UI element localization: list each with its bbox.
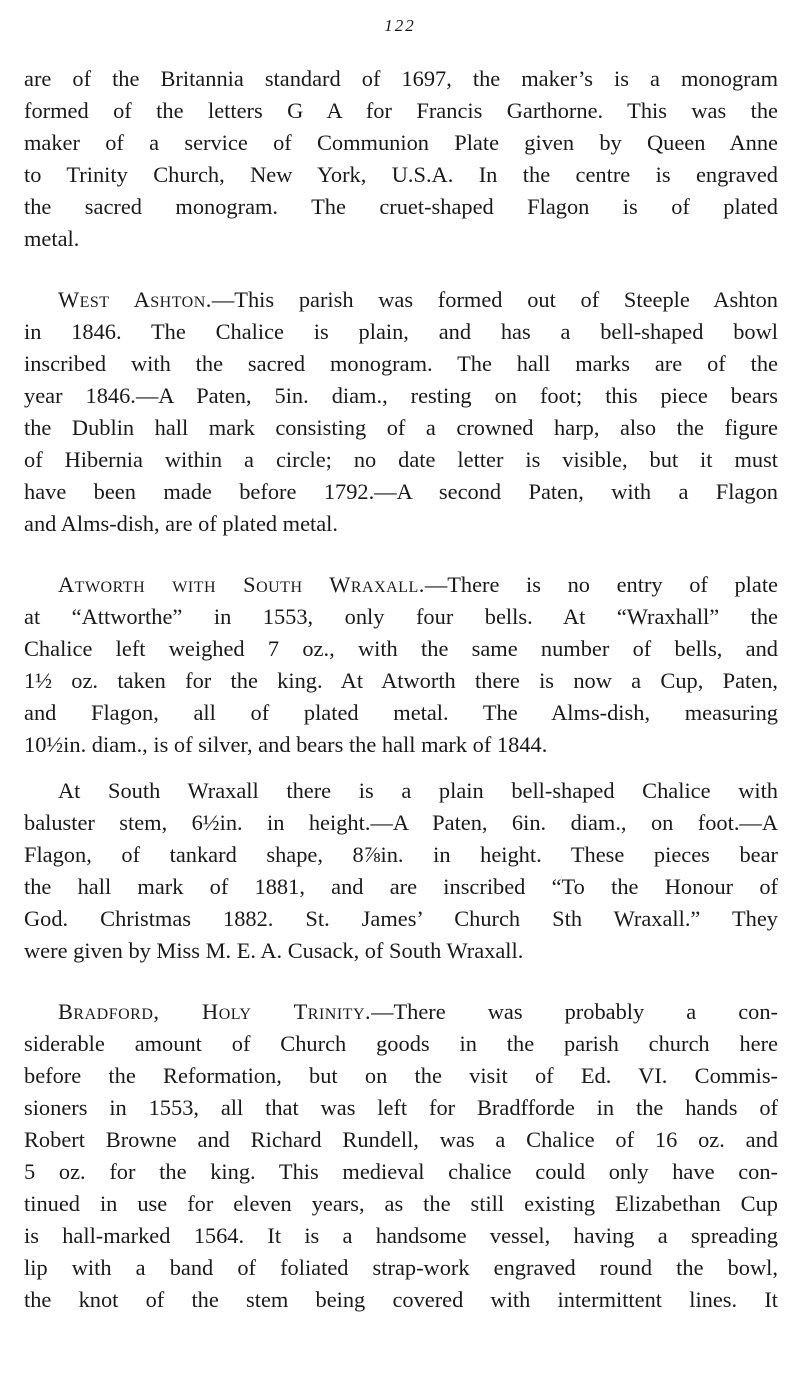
text-line: and Flagon, all of plated metal. The Alms-dish, measuring xyxy=(24,700,778,725)
text-line-continuation: —There was probably a con- xyxy=(371,999,778,1024)
text-line: Robert Browne and Richard Rundell, was a Chalice of 16 oz. and xyxy=(24,1127,778,1152)
page-number: 122 xyxy=(384,16,416,35)
paragraph-west-ashton xyxy=(24,284,778,540)
text-line: before the Reformation, but on the visit of Ed. VI. Commis- xyxy=(24,1063,778,1088)
text-line: 10½in. diam., is of silver, and bears the hall mark of 1844. xyxy=(24,732,548,757)
text-line: to Trinity Church, New York, U.S.A. In the centre is engraved xyxy=(24,162,778,187)
text-line: are of the Britannia standard of 1697, the maker’s is a monogram xyxy=(24,66,778,91)
text-line: year 1846.—A Paten, 5in. diam., resting on foot; this piece bears xyxy=(24,383,778,408)
text-line: tinued in use for eleven years, as the still existing Elizabethan Cup xyxy=(24,1191,778,1216)
paragraph-atworth xyxy=(24,569,778,761)
paragraph-britannia xyxy=(24,63,778,255)
text-line xyxy=(24,569,778,601)
text-line: of Hibernia within a circle; no date letter is visible, but it must xyxy=(24,447,778,472)
text-line: metal. xyxy=(24,226,80,251)
text-line: 5 oz. for the king. This medieval chalice could only have con- xyxy=(24,1159,778,1184)
text-line xyxy=(24,284,778,316)
text-line: lip with a band of foliated strap-work engraved round the bowl, xyxy=(24,1255,778,1280)
text-line: maker of a service of Communion Plate given by Queen Anne xyxy=(24,130,778,155)
paragraph-bradford xyxy=(24,996,778,1316)
text-line: the hall mark of 1881, and are inscribed “To the Honour of xyxy=(24,874,778,899)
text-line: the Dublin hall mark consisting of a crowned harp, also the figure xyxy=(24,415,778,440)
text-line: is hall-marked 1564. It is a handsome vessel, having a spreading xyxy=(24,1223,778,1248)
section-heading: Bradford, Holy Trinity. xyxy=(58,999,372,1024)
section-heading: West Ashton. xyxy=(58,287,212,312)
text-line: the sacred monogram. The cruet-shaped Flagon is of plated xyxy=(24,194,778,219)
body-text xyxy=(24,63,778,1316)
text-line: At South Wraxall there is a plain bell-shaped Chalice with xyxy=(58,778,778,803)
text-line: the knot of the stem being covered with intermittent lines. It xyxy=(24,1287,778,1312)
text-line xyxy=(24,996,778,1028)
text-line: siderable amount of Church goods in the parish church here xyxy=(24,1031,778,1056)
text-line: God. Christmas 1882. St. James’ Church Sth Wraxall.” They xyxy=(24,906,778,931)
section-heading: Atworth with South Wraxall. xyxy=(58,572,425,597)
text-line: Flagon, of tankard shape, 8⅞in. in height. These pieces bear xyxy=(24,842,778,867)
text-line: have been made before 1792.—A second Paten, with a Flagon xyxy=(24,479,778,504)
text-line: formed of the letters G A for Francis Garthorne. This was the xyxy=(24,98,778,123)
text-line: 1½ oz. taken for the king. At Atworth there is now a Cup, Paten, xyxy=(24,668,778,693)
text-line: were given by Miss M. E. A. Cusack, of South Wraxall. xyxy=(24,938,524,963)
text-line: at “Attworthe” in 1553, only four bells. At “Wraxhall” the xyxy=(24,604,778,629)
text-line: and Alms-dish, are of plated metal. xyxy=(24,511,339,536)
text-line: sioners in 1553, all that was left for Bradfforde in the hands of xyxy=(24,1095,778,1120)
text-line: baluster stem, 6½in. in height.—A Paten, 6in. diam., on foot.—A xyxy=(24,810,778,835)
text-line: Chalice left weighed 7 oz., with the same number of bells, and xyxy=(24,636,778,661)
text-line: inscribed with the sacred monogram. The hall marks are of the xyxy=(24,351,778,376)
paragraph-south-wraxall xyxy=(24,775,778,967)
text-line-continuation: —This parish was formed out of Steeple Ashton xyxy=(211,287,778,312)
text-line-continuation: —There is no entry of plate xyxy=(424,572,778,597)
text-line: in 1846. The Chalice is plain, and has a bell-shaped bowl xyxy=(24,319,778,344)
